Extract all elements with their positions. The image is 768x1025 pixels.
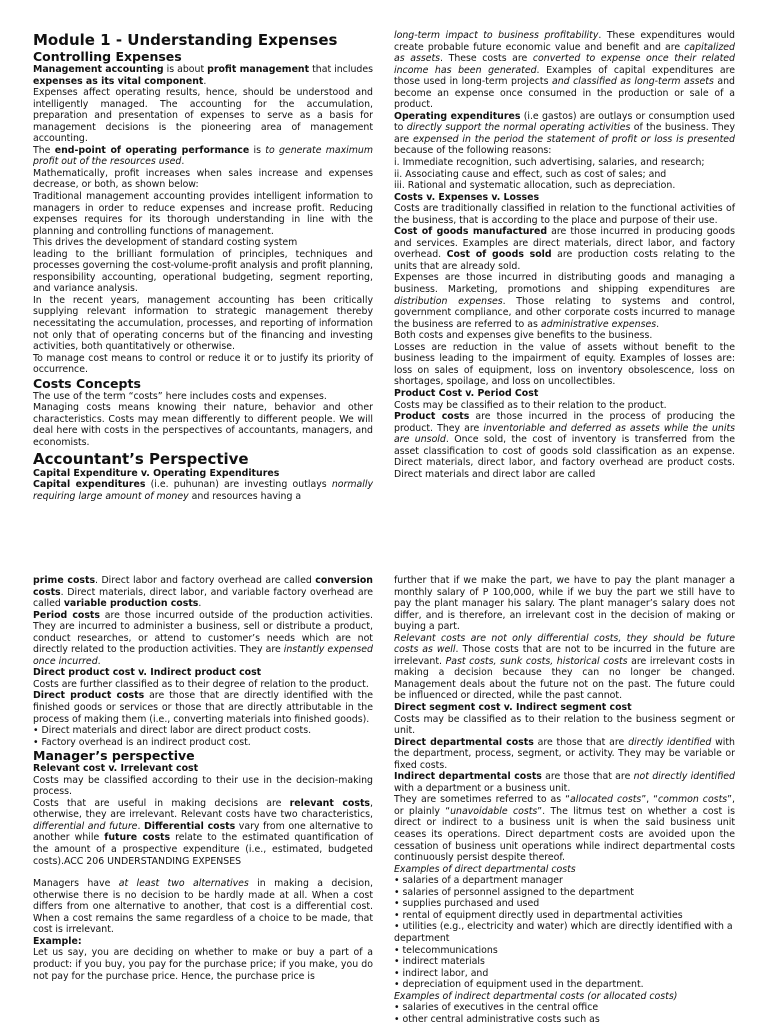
list-item: • utilities (e.g., electricity and water) which are directly identified with a department [394,921,733,944]
product-cost-bullets [33,725,373,748]
paragraph: Managers have at least two alternatives in making a decision, otherwise there is no decision to be hardly made at all. When a cost differs from one alternative to another, that cost is a differential cost. When a cost remains the same regardless of a choice to be made, that cost is irrelevant. [33,878,373,936]
page-2-left-column [33,575,373,982]
list-item: • rental of equipment directly used in departmental activities [394,909,683,921]
subheading-capital-vs-operating: Capital Expenditure v. Operating Expenditures [33,467,280,479]
paragraph: Mathematically, profit increases when sales increase and expenses decrease, or both, as shown below: [33,167,373,191]
list-item: • indirect materials [394,956,485,968]
page-2 [0,565,768,1024]
paragraph: This drives the development of standard costing system [33,237,298,249]
paragraph: Losses are reduction in the value of assets without benefit to the business leading to the impairment of equity. Examples of losses are: loss on sales of equipment, loss on inventory obsolescence, loss on shortages, spoilage, and loss on uncollectibles. [394,341,735,388]
list-item: • salaries of personnel assigned to the department [394,886,634,898]
list-item: • other central administrative costs such as [394,1013,600,1025]
list-item: • salaries of a department manager [394,875,563,887]
page-1-right-column [394,30,735,480]
paragraph: Costs may be classified according to their use in the decision-making process. [33,774,373,798]
paragraph: Product costs are those incurred in the process of producing the product. They are inventoriable and deferred as assets while the units are unsold. Once sold, the cost of inventory is transferred from the asset classification to cost of goods sold classification as an expense. Direct materials, direct labor, and factory overhead are product costs. Direct materials and direct labor are called [394,411,735,480]
paragraph: Cost of goods manufactured are those incurred in producing goods and services. Examples are direct materials, direct labor, and factory overhead. Cost of goods sold are production costs relating to the units that are already sold. [394,226,736,272]
subheading-relevant-vs-irrelevant: Relevant cost v. Irrelevant cost [33,763,199,775]
paragraph: prime costs. Direct labor and factory overhead are called conversion costs. Direct materials, direct labor, and variable factory overhead are called variable production costs. [33,575,373,610]
examples-direct-heading: Examples of direct departmental costs [394,863,576,875]
paragraph: The use of the term “costs” here includes costs and expenses. [33,390,327,402]
paragraph: Traditional management accounting provides intelligent information to managers in order to reduce expenses and increase profit. Reducing expenses requires for its thorough understanding in line with the planning and controlling functions of management. [33,191,373,237]
paragraph: Let us say, you are deciding on whether to make or buy a part of a product: if you buy, you pay for the purchase price; if you make, you do not pay for the purchase price. Hence, the purchase price is [33,947,373,982]
list-item: • indirect labor, and [394,967,489,979]
module-title: Module 1 - Understanding Expenses [33,31,338,49]
examples-indirect-heading: Examples of indirect departmental costs (or allocated costs) [394,990,678,1002]
list-item: ii. Associating cause and effect, such as cost of sales; and [394,168,667,180]
paragraph: Costs are traditionally classified in relation to the functional activities of the business, that is according to the place and purpose of their use. [394,203,735,226]
paragraph: Direct departmental costs are those that are directly identified with the department, process, segment, or activity. They may be variable or fixed costs. [394,736,735,771]
reasons-list [394,157,735,192]
paragraph: Indirect departmental costs are those that are not directly identified with a department or a business unit. [394,771,735,794]
page-2-right-column [394,575,735,1025]
list-item: • salaries of executives in the central office [394,1002,599,1014]
subheading-direct-vs-indirect-product: Direct product cost v. Indirect product cost [33,667,262,679]
paragraph: leading to the brilliant formulation of principles, techniques and processes governing the cost-volume-profit analysis and profit planning, responsibility accounting, operational budgeting, segment reporting, and variance analysis. [33,248,373,295]
page-1-left-column [33,30,373,502]
list-item: i. Immediate recognition, such advertising, salaries, and research; [394,157,705,169]
heading-accountants-perspective: Accountant’s Perspective [33,449,249,468]
paragraph: Costs that are useful in making decisions are relevant costs, otherwise, they are irrelevant. Relevant costs have two characteristics, differential and future. Differential costs vary from one alternative to another while future costs relate to the estimated quantification of the amount of a prospective expenditure (i.e., estimated, budgeted costs).ACC 206 UNDERSTANDING EXPENSES [33,797,373,867]
paragraph: The end-point of operating performance is to generate maximum profit out of the resources used. [33,144,373,168]
subheading-product-vs-period: Product Cost v. Period Cost [394,387,539,399]
paragraph: further that if we make the part, we have to pay the plant manager a monthly salary of P 100,000, while if we buy the part we still have to pay the plant manager his salary. The plant manager’s salary does not differ, and is therefore, an irrelevant cost in the decision of making or buying a part. [394,575,735,633]
list-item: • supplies purchased and used [394,898,540,910]
paragraph: Costs may be classified as to their relation to the product. [394,399,667,411]
paragraph: Management accounting is about profit management that includes expenses as its vital component. [33,64,373,87]
example-label: Example: [33,935,82,947]
list-item: • telecommunications [394,944,498,956]
paragraph: To manage cost means to control or reduce it or to justify its priority of occurrence. [33,352,373,376]
paragraph: In the recent years, management accounting has been critically supplying relevant information to strategic management thereby necessitating the accumulation, processes, and reporting of information not only that of operating concerns but of the financing and investing activities, both quantitatively or otherwise. [33,294,373,353]
list-item: • depreciation of equipment used in the department. [394,979,644,991]
paragraph: long-term impact to business profitability. These expenditures would create probable future economic value and benefit and are capitalized as assets. These costs are converted to expense once their related income has been generated. Examples of capital expenditures are those used in long-term projects and classified as long-term assets and become an expense once consumed in the production or sale of a product. [394,30,736,111]
paragraph: Period costs are those incurred outside of the production activities. They are incurred to administer a business, sell or distribute a product, conduct researches, or attend to customer’s needs which are not directly related to the production activities. They are instantly expensed once incurred. [33,609,373,667]
paragraph: Operating expenditures (i.e gastos) are outlays or consumption used to directly support the normal operating activities of the business. They are expensed in the period the statement of profit or loss is presented because of the following reasons: [394,110,735,157]
paragraph: Managing costs means knowing their nature, behavior and other characteristics. Costs may mean differently to different people. We will deal here with costs in the perspectives of accountants, managers, and economists. [33,402,373,448]
paragraph: Both costs and expenses give benefits to the business. [394,330,653,342]
list-item: • Direct materials and direct labor are direct product costs. [33,725,312,737]
indirect-costs-list [394,1002,735,1025]
paragraph: Direct product costs are those that are directly identified with the finished goods or services or those that are directly attributable in the process of making them (i.e., converting materials into finished goods). [33,690,373,725]
paragraph: Costs may be classified as to their relation to the business segment or unit. [394,713,735,737]
list-item: • Factory overhead is an indirect product cost. [33,736,251,748]
heading-managers-perspective: Manager’s perspective [33,748,195,764]
subheading-costs-expenses-losses: Costs v. Expenses v. Losses [394,191,540,203]
paragraph: Expenses affect operating results, hence, should be understood and intelligently managed. The accounting for the accumulation, preparation and presentation of expenses to serve as a basis for management decisions is the pioneering area of management accounting. [33,87,373,145]
paragraph: Relevant costs are not only differential costs, they should be future costs as well. Those costs that are not to be incurred in the future are irrelevant. Past costs, sunk costs, historical costs are irrelevant costs in making a decision because they can no longer be changed. Management deals about the future not on the past. The future could be influenced or directed, while the past cannot. [394,632,735,702]
paragraph: Expenses are those incurred in distributing goods and managing a business. Marketing, promotions and shipping expenditures are distribution expenses. Those relating to systems and control, government compliance, and other corporate costs incurred to manage the business are referred to as administrative expenses. [394,272,735,330]
heading-controlling-expenses: Controlling Expenses [33,49,182,64]
list-item: iii. Rational and systematic allocation, such as depreciation. [394,180,676,192]
paragraph: They are sometimes referred to as “allocated costs”, “common costs”, or plainly “unavoidable costs”. The litmus test on whether a cost is direct or indirect to a business unit is when the said business unit ceases its operations. Direct department costs are avoided upon the cessation of business unit operations while indirect departmental costs continuously persist despite thereof. [394,794,735,864]
paragraph: Capital expenditures (i.e. puhunan) are investing outlays normally requiring large amount of money and resources having a [33,479,373,502]
paragraph: Costs are further classified as to their degree of relation to the product. [33,678,369,690]
heading-costs-concepts: Costs Concepts [33,375,141,391]
direct-costs-list [394,875,735,990]
subheading-direct-vs-indirect-segment: Direct segment cost v. Indirect segment cost [394,702,632,714]
